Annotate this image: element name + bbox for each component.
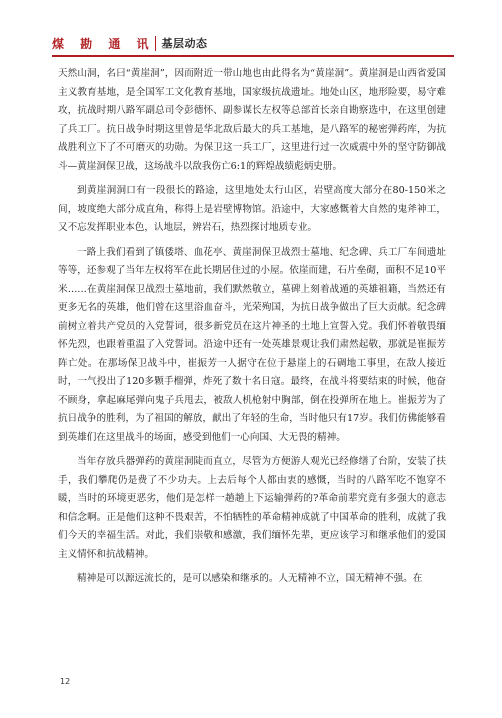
paragraph: 到黄崖洞洞口有一段很长的路途，这里地处太行山区，岩壁高度大部分在80-150米之间，坡度绝大部分成直角，称得上是岩壁博物馆。沿途中，大家感慨着大自然的鬼斧神工，又不忘发挥职业本色，认地层，辨岩石，热烈探讨地质专业。: [58, 185, 446, 233]
section-title: 基层动态: [161, 37, 208, 50]
header-divider: [155, 36, 156, 51]
header-rule: [52, 55, 454, 57]
publication-name: 煤 勘 通 讯: [52, 37, 155, 51]
paragraph: 天然山洞，名曰“黄崖洞”，因而附近一带山地也由此得名为“黄崖洞”。黄崖洞是山西省爱国主义教育基地，是全国军工文化教育基地，国家级抗战遗址。地处山区，地形险要，易守难攻，抗战时期八路军副总司令彭德怀、副参谋长左权等总部首长亲自勘察选中，在这里创建了兵工厂。抗日战争时期这里曾是华北敌后最大的兵工基地，是八路军的秘密弹药库，为抗战胜利立下了不可磨灭的功勋。为保卫这一兵工厂，这里进行过一次威震中外的坚守防御战斗—黄崖洞保卫战，这场战斗以敌我伤亡6:1的辉煌战绩彪炳史册。: [58, 68, 446, 172]
page-header: [52, 30, 208, 52]
paragraph: 当年存放兵器弹药的黄崖洞陡而直立，尽管为方便游人观光已经修缮了台阶，安装了扶手，我们攀爬仍是费了不少功夫。上去后每个人都由衷的感慨，当时的八路军吃不饱穿不暖，当时的环境更恶劣，他们是怎样一趟趟上下运输弹药的?革命前辈究竟有多强大的意志和信念啊。正是他们这种不畏艰苦，不怕牺牲的革命精神成就了中国革命的胜利，成就了我们今天的幸福生活。对此，我们崇敬和感激，我们缅怀先辈，更应该学习和继承他们的爱国主义情怀和抗战精神。: [58, 456, 446, 560]
paragraph: 精神是可以源远流长的，是可以感染和继承的。人无精神不立，国无精神不强。在: [77, 573, 423, 584]
paragraph: 一路上我们看到了镇倭塔、血花亭、黄崖洞保卫战烈士墓地、纪念碑、兵工厂车间遗址等等，还参观了当年左权将军在此长期居住过的小屋。依崖而建，石片垒砌，面积不足10平米……在黄崖洞保卫战烈士墓地前，我们默然敬立，墓碑上刻着战遁的英雄祖籍，当然还有更多无名的英雄，他们曾在这里浴血奋斗，光荣殉国，为抗日战争做出了巨大贡献。纪念碑前树立着共产党员的入党誓词，很多新党员在这片神圣的土地上宣誓入党。我们怀着敬畏缅怀先烈，也跟着重温了入党誓词。沿途中还有一处英雄景观让我们肃然起敬，那就是崔振芳阵亡处。在那场保卫战斗中，崔振芳一人据守在位于悬崖上的石碉地工事里，在敌人接近时，一气投出了120多颗手榴弹，炸死了数十名日寇。最终，在战斗将要结束的时候，他奋不顾身，拿起麻尾弹向鬼子兵甩去，被敌人机枪射中胸部，倒在投弹所在地上。崔振芳为了抗日战争的胜利，为了祖国的解放，献出了年轻的生命，当时他只有17岁。我们仿佛能够看到英雄们在这里战斗的场面，感受到他们一心向国、大无畏的精神。: [58, 246, 446, 443]
page-number: 12: [60, 677, 71, 686]
article-body: [58, 65, 446, 595]
